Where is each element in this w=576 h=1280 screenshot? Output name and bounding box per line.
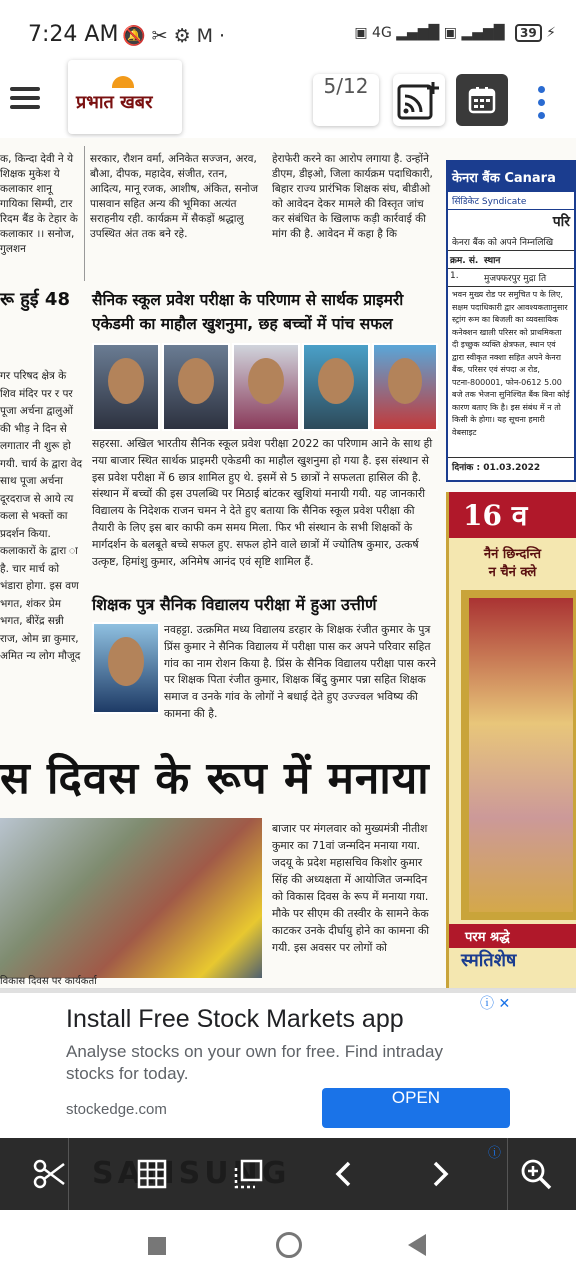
network-label: 4G [372, 25, 392, 41]
reader-toolbar [0, 1138, 576, 1210]
recents-icon[interactable] [148, 1237, 166, 1255]
canara-col-1: क्रम. सं. [450, 256, 479, 266]
memorial-line1: नैनं छिन्दन्ति [483, 547, 542, 562]
mail-icon: M [196, 25, 220, 47]
page-indicator[interactable]: 5/12 [313, 74, 379, 126]
charging-icon: ⚡ [546, 25, 556, 41]
canara-intro: केनरा बैंक को अपने निम्नलिखि [452, 238, 554, 248]
memorial-footer2: स्मतिशेष [461, 950, 517, 971]
menu-icon[interactable] [10, 82, 40, 114]
back-icon[interactable] [408, 1234, 426, 1256]
left-story-body: गर परिषद क्षेत्र के शिव मंदिर पर र पर पूजा अर्चना द्वालुओं की भीड़ ने दिन से लगातार नी शुरू हो गयी. चार्य के द्वारा वेद साथ पूजा अर्चना दूरदराज से आये त्य कला से भक्तों का प्रदर्शन किया. कलाकारों के द्वारा ा है. चार मार्च को भंडारा होगा. इस वण भगत, शंकर प्रेम भगत, बीरेंद्र सन्नी राज, ओम न्ना कुमार, अमित न्य लोग मौजूद [0, 370, 83, 662]
volte2-icon: ▣ [443, 25, 458, 41]
story1-headline: सैनिक स्कूल प्रवेश परीक्षा के परिणाम से सार्थक प्राइमरी एकेडमी का माहौल खुशनुमा, छह बच्चों में पांच सफल [92, 291, 404, 333]
more-vert-icon[interactable] [538, 86, 548, 125]
canara-body: भवन मुख्य रोड पर समुचित प के लिए, सक्षम पदाधिकारी द्वार आवश्यकताानुसार स्ट्रांग रूम का बिजली का व्यवसायिक कनेक्शन खाली परिसर को प्राथमिकता दी इच्छुक व्यक्ति क्षेत्रफल, स्थान एवं द्वारा स्वीकृत नक्शा सहित अपने केनरा बैंक, परिसर एवं संपदा अ रोड, पटना-800001, फोन-0612 5.00 बजे तक भेजना सुनिश्चित बैंक बिना कोई कारण बताए कि है। इस संबंध में न तो किसी के होगा। यह सूचना हमारी वेबसाइट [452, 290, 570, 437]
col1-text: क, किन्दा देवी ने ये शिक्षक मुकेश ये कलाकार शानू गायिका सिम्पी, टार रिदम बैंड के टेहार के कलाकार ।। सनोज, गुलशन [0, 153, 78, 255]
dot-icon: · [219, 25, 232, 47]
logo[interactable] [68, 60, 182, 134]
big-headline: स दिवस के रूप में मनाया [0, 753, 430, 804]
add-feed-icon[interactable] [393, 74, 445, 126]
scissors-icon[interactable] [18, 1138, 82, 1210]
zoom-in-icon[interactable] [504, 1138, 568, 1210]
student-photo-6 [92, 622, 160, 714]
mute-icon: 🔕 [122, 25, 152, 47]
canara-notice [446, 160, 576, 482]
signal-icon: ▂▄▆█ [396, 25, 440, 41]
memorial-portrait [461, 590, 576, 920]
ad-choices-icon[interactable]: ⓘ ✕ [480, 996, 511, 1012]
ad-title[interactable]: Install Free Stock Markets app [66, 1005, 404, 1033]
battery-icon [515, 24, 542, 42]
signal2-icon: ▂▄▆█ [461, 25, 505, 41]
canara-col-2: स्थान [484, 256, 501, 266]
event-photo [0, 818, 262, 978]
memorial-number: 16 व [449, 492, 576, 538]
settings-icon: ⚙ [173, 25, 197, 47]
logo-text: प्रभात खबर [76, 92, 153, 113]
column-rule [84, 146, 85, 281]
logo-sun-icon [112, 76, 134, 88]
canara-date: दिनांक : 01.03.2022 [448, 457, 574, 475]
chevron-right-icon[interactable] [408, 1138, 472, 1210]
ad-description: Analyse stocks on your own for free. Find intraday stocks for today. [66, 1042, 444, 1083]
status-time: 7:24 AM [28, 22, 119, 47]
col3-text: हेराफेरी करने का आरोप लगाया है. उन्होंने डीएम, डीइओ, जिला कार्यक्रम पदाधिकारी, बिहार राज्य प्रारंभिक शिक्षक संघ, बीडीओ को आवेदन देकर मामले की विस्तृत जांच कर संबंधित के खिलाफ कड़ी कार्रवाई की मांग की है. आवेदन में कहा है कि [272, 153, 433, 240]
canara-table-row [448, 269, 574, 287]
grid-icon[interactable] [120, 1138, 184, 1210]
ad-open-button[interactable]: OPEN [322, 1088, 510, 1128]
story2-body: नवहट्टा. उत्क्रमित मध्य विद्यालय डरहार के शिक्षक रंजीत कुमार के पुत्र प्रिंस कुमार ने सैनिक विद्यालय में परीक्षा पास कर अपने परिवार सहित गांव का नाम रोशन किया है. प्रिंस के सैनिक विद्यालय परीक्षा पास करने पर शिक्षक पिता रंजीत कुमार, शिक्षक बिंदु कुमार पन्ना सहित शिक्षक समाज व उनके गांव के लोगों ने बधाई देते हुए उज्ज्वल भविष्य की कामना की है. [164, 623, 436, 720]
student-photo-5 [372, 343, 438, 431]
story2-headline: शिक्षक पुत्र सैनिक विद्यालय परीक्षा में हुआ उत्तीर्ण [92, 595, 377, 614]
canara-cell-1: 1. [450, 271, 459, 281]
ad-banner[interactable] [0, 988, 576, 1138]
col2-text: सरकार, रौशन वर्मा, अनिकेत सज्जन, अरव, बौआ, दीपक, महादेव, संजीत, रतन, आदित्य, मानू रजक, आशीष, अंकित, सनोज पासवान सहित अन्य की भूमिका अत्यंत सराहनीय रही. कार्यक्रम में सैकड़ों श्रद्धालु उपस्थित अंत तक बने रहे. [90, 153, 259, 240]
memorial-line2: न चैनं क्ले [488, 565, 537, 580]
status-right [354, 24, 556, 42]
canara-table-header [448, 250, 574, 269]
canara-title: केनरा बैंक Canara [448, 162, 574, 192]
memorial-ad [446, 492, 576, 988]
notification-icons [122, 24, 231, 47]
canara-notice-title: परि [448, 209, 574, 233]
tools-icon: ✂ [151, 25, 174, 47]
system-nav-bar [0, 1210, 576, 1280]
student-photo-4 [302, 343, 370, 431]
student-photo-3 [232, 343, 300, 431]
battery-level: 39 [520, 26, 537, 40]
chevron-left-icon[interactable] [312, 1138, 376, 1210]
left-story-head: रू हुई 48 [0, 289, 70, 310]
photo-caption: विकास दिवस पर कार्यकर्ता [0, 976, 97, 987]
background-brand-text: SAMSUNG [92, 1156, 291, 1191]
home-icon[interactable] [276, 1232, 302, 1258]
ad-url[interactable]: stockedge.com [66, 1101, 167, 1118]
ad-info-icon[interactable]: ⓘ [488, 1146, 502, 1161]
canara-sub: सिंडिकेट Syndicate [452, 197, 527, 207]
bottom-story-body: बाजार पर मंगलवार को मुख्यमंत्री नीतीश कुमार का 71वां जन्मदिन मनाया गया. जदयू के प्रदेश महासचिव किशोर कुमार सिंह की अध्यक्षता में आयोजित जन्मदिन को विकास दिवस के रूप में मनाया गया. मौके पर सीएम की तस्वीर के सामने केक काटकर उनके दीर्घायु होने का कामना की गयी. इस अवसर पर लोगों को [272, 822, 430, 954]
volte-icon: ▣ [354, 25, 368, 41]
canara-cell-2: मुजफ्फरपुर मुद्रा ति [484, 274, 547, 284]
student-photo-2 [162, 343, 230, 431]
page-view-icon[interactable] [216, 1138, 280, 1210]
memorial-footer: परम श्रद्धे [449, 924, 576, 948]
story1-body: सहरसा. अखिल भारतीय सैनिक स्कूल प्रवेश परीक्षा 2022 का परिणाम आने के साथ ही नया बाजार स्थित सार्थक प्राइमरी एकेडमी का माहौल खुशनुमा हो गया है. इस संस्थान से इस प्रवेश परीक्षा में 6 छात्र शामिल हुए थे. इसमें से 5 छात्रों ने सफलता हासिल की है. संस्थान में बच्चों की इस उपलब्धि पर मिठाई बांटकर खुशियां मनायी गयी. यह जानकारी विद्यालय के निदेशक राजन चमन ने देते हुए बताया कि सैनिक स्कूल प्रवेश परीक्षा की तैयारी के लिए इस बार काफी कम समय मिला. फिर भी संस्थान के सभी शिक्षकों के मार्गदर्शन के बलबूते बच्चे सफल हुए. सफल होने वाले छात्रों में ज्योतिष कुमार, उत्कर्ष उत्कृष्ट, हिमांशु कुमार, अनिमेष आनंद एवं सृष्टि शामिल हैं. [92, 437, 433, 568]
newspaper-page[interactable] [0, 138, 576, 988]
calendar-icon[interactable] [456, 74, 508, 126]
student-photo-1 [92, 343, 160, 431]
